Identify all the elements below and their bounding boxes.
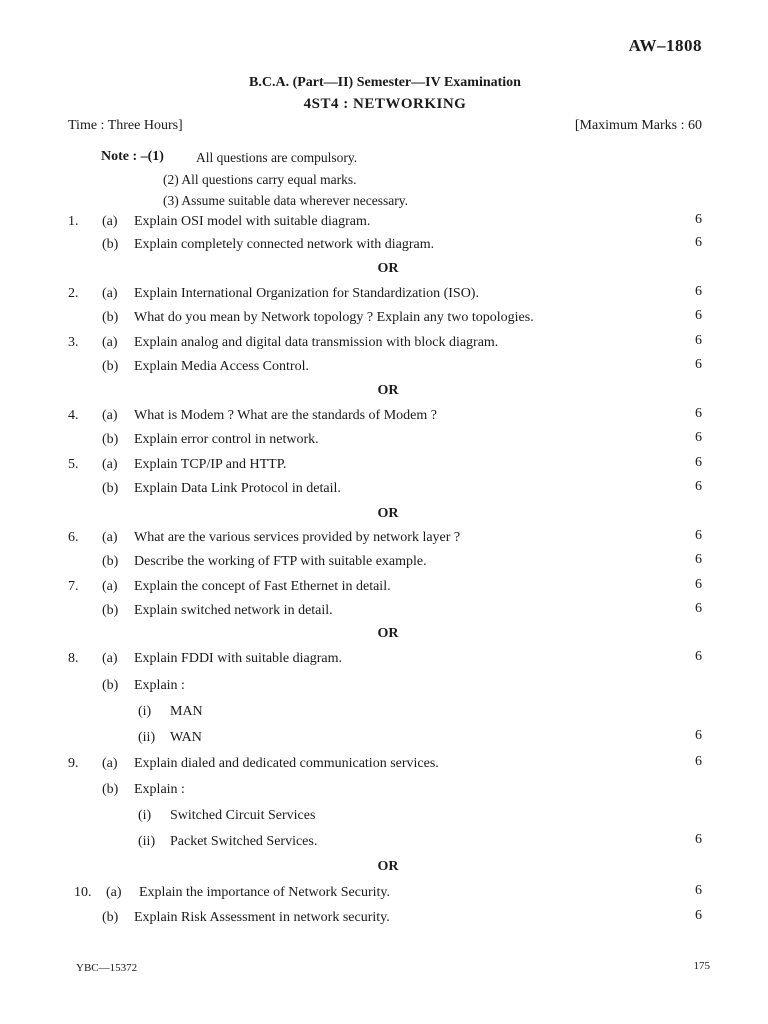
sub-part: (ii) [138, 834, 156, 849]
marks: 6 [695, 601, 702, 616]
question-number: 2. [68, 286, 79, 301]
question-part: (a) [102, 579, 118, 594]
marks: 6 [695, 754, 702, 769]
marks: 6 [695, 357, 702, 372]
question-part: (a) [102, 408, 118, 423]
question-text: Explain completely connected network with diagram. [134, 237, 435, 252]
question-part: (a) [102, 286, 118, 301]
question-text: WAN [170, 730, 202, 745]
exam-title: B.C.A. (Part—II) Semester—IV Examination [249, 75, 521, 90]
question-text: Explain switched network in detail. [134, 603, 333, 618]
marks: 6 [695, 284, 702, 299]
note-item: All questions are compulsory. [196, 150, 358, 165]
question-text: Explain the importance of Network Security. [139, 885, 391, 900]
question-text: Packet Switched Services. [170, 834, 318, 849]
note-label: Note : –(1) [101, 149, 164, 164]
question-text: Explain : [134, 678, 185, 693]
question-number: 6. [68, 530, 79, 545]
marks: 6 [695, 528, 702, 543]
or-separator: OR [377, 859, 399, 874]
sub-part: (i) [138, 808, 152, 823]
question-part: (b) [102, 782, 119, 797]
question-number: 1. [68, 214, 79, 229]
question-text: Explain : [134, 782, 185, 797]
question-text: What is Modem ? What are the standards of Modem ? [134, 408, 437, 423]
question-number: 7. [68, 579, 79, 594]
question-part: (b) [102, 432, 119, 447]
marks: 6 [695, 235, 702, 250]
question-text: MAN [170, 704, 203, 719]
marks: 6 [695, 406, 702, 421]
marks: 6 [695, 455, 702, 470]
question-text: What do you mean by Network topology ? Explain any two topologies. [134, 310, 534, 325]
marks: 6 [695, 479, 702, 494]
question-text: Explain dialed and dedicated communication services. [134, 756, 439, 771]
marks: 6 [695, 728, 702, 743]
question-text: Explain OSI model with suitable diagram. [134, 214, 371, 229]
marks: 6 [695, 212, 702, 227]
question-number: 10. [74, 885, 92, 900]
subject-title: 4ST4 : NETWORKING [303, 96, 467, 112]
marks: 6 [695, 430, 702, 445]
question-text: Explain Data Link Protocol in detail. [134, 481, 341, 496]
question-number: 9. [68, 756, 79, 771]
sub-part: (ii) [138, 730, 156, 745]
time-allowed: Time : Three Hours] [68, 118, 183, 133]
marks: 6 [695, 308, 702, 323]
sub-part: (i) [138, 704, 152, 719]
page-number: 175 [693, 960, 710, 972]
question-text: Describe the working of FTP with suitable example. [134, 554, 427, 569]
question-text: Explain TCP/IP and HTTP. [134, 457, 287, 472]
question-part: (b) [102, 237, 119, 252]
question-text: What are the various services provided by network layer ? [134, 530, 461, 545]
question-part: (a) [106, 885, 122, 900]
paper-code: AW–1808 [628, 36, 702, 55]
marks: 6 [695, 649, 702, 664]
marks: 6 [695, 908, 702, 923]
question-part: (b) [102, 603, 119, 618]
marks: 6 [695, 577, 702, 592]
question-text: Explain analog and digital data transmission with block diagram. [134, 335, 499, 350]
question-part: (a) [102, 651, 118, 666]
question-text: Explain Risk Assessment in network security. [134, 910, 390, 925]
maximum-marks: [Maximum Marks : 60 [574, 118, 702, 133]
note-item: (3) Assume suitable data wherever necessary. [163, 193, 409, 208]
question-number: 4. [68, 408, 79, 423]
question-part: (a) [102, 335, 118, 350]
question-number: 3. [68, 335, 79, 350]
question-part: (b) [102, 678, 119, 693]
or-separator: OR [377, 261, 399, 276]
question-part: (a) [102, 214, 118, 229]
note-item: (2) All questions carry equal marks. [163, 172, 357, 187]
question-part: (b) [102, 910, 119, 925]
question-number: 5. [68, 457, 79, 472]
question-text: Switched Circuit Services [170, 808, 316, 823]
question-part: (a) [102, 756, 118, 771]
or-separator: OR [377, 506, 399, 521]
question-text: Explain the concept of Fast Ethernet in detail. [134, 579, 391, 594]
or-separator: OR [377, 383, 399, 398]
question-text: Explain Media Access Control. [134, 359, 309, 374]
question-part: (b) [102, 359, 119, 374]
marks: 6 [695, 552, 702, 567]
question-number: 8. [68, 651, 79, 666]
marks: 6 [695, 883, 702, 898]
marks: 6 [695, 832, 702, 847]
question-part: (a) [102, 530, 118, 545]
question-part: (b) [102, 310, 119, 325]
question-text: Explain International Organization for Standardization (ISO). [134, 286, 479, 301]
question-text: Explain FDDI with suitable diagram. [134, 651, 343, 666]
question-text: Explain error control in network. [134, 432, 319, 447]
footer-code: YBC—15372 [76, 962, 138, 974]
marks: 6 [695, 333, 702, 348]
question-part: (a) [102, 457, 118, 472]
question-part: (b) [102, 554, 119, 569]
question-part: (b) [102, 481, 119, 496]
or-separator: OR [377, 626, 399, 641]
